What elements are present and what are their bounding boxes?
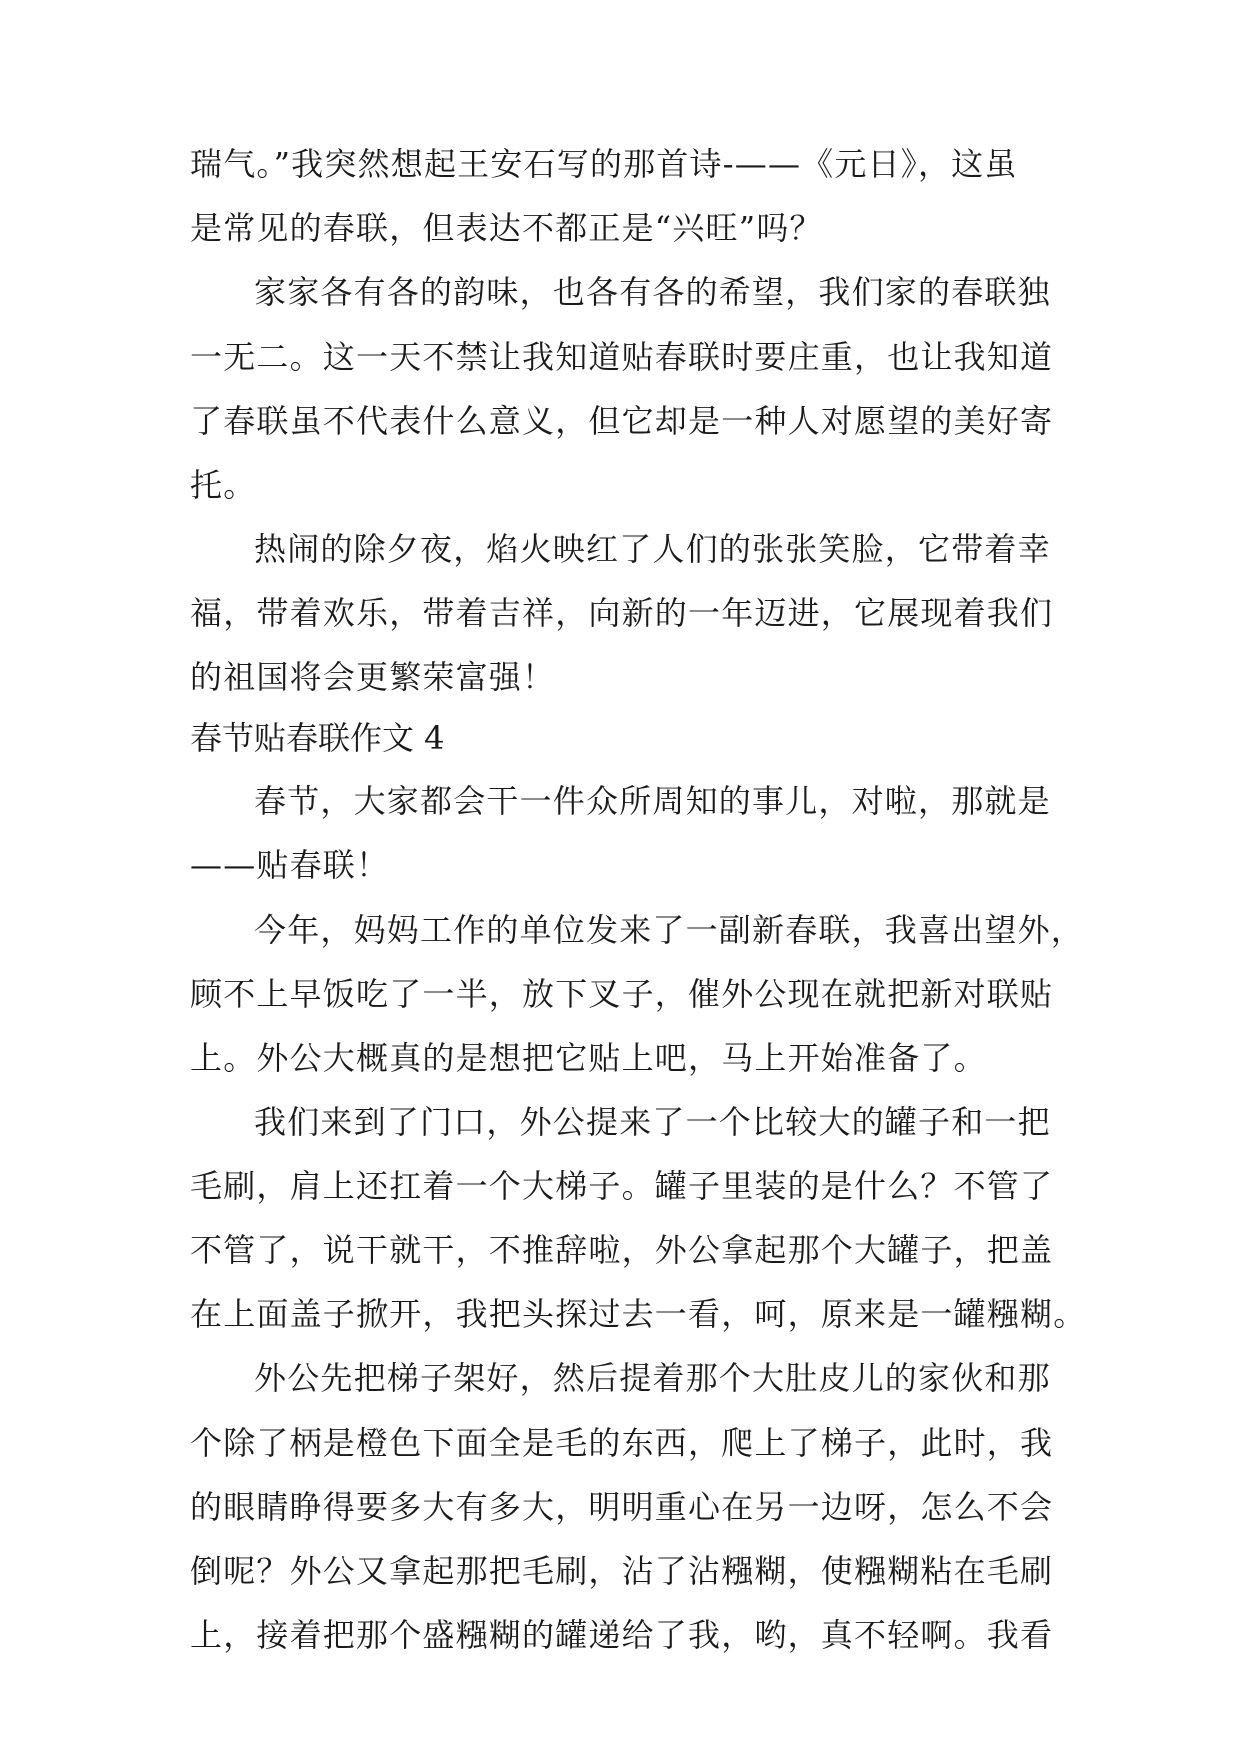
section-heading: 春节贴春联作文 4	[190, 719, 445, 757]
text-line: 瑞气。”我突然想起王安石写的那首诗-——《元日》，这虽	[190, 145, 1018, 183]
text-line: 一无二。这一天不禁让我知道贴春联时要庄重，也让我知道	[190, 338, 1054, 376]
text-line: 的眼睛睁得要多大有多大，明明重心在另一边呀，怎么不会	[190, 1488, 1054, 1526]
text-line: 不管了，说干就干，不推辞啦，外公拿起那个大罐子，把盖	[190, 1231, 1054, 1269]
text-line: 了春联虽不代表什么意义，但它却是一种人对愿望的美好寄	[190, 402, 1054, 440]
text-line: 顾不上早饭吃了一半，放下叉子，催外公现在就把新对联贴	[190, 975, 1054, 1013]
text-line: 倒呢？外公又拿起那把毛刷，沾了沾糨糊，使糨糊粘在毛刷	[190, 1552, 1054, 1590]
text-line: 上。外公大概真的是想把它贴上吧，马上开始准备了。	[190, 1039, 987, 1077]
text-line: ——贴春联！	[190, 846, 390, 884]
text-line: 上，接着把那个盛糨糊的罐递给了我，哟，真不轻啊。我看	[190, 1616, 1054, 1654]
paragraph-start: 家家各有各的韵味，也各有各的希望，我们家的春联独	[254, 273, 1051, 311]
text-line: 福，带着欢乐，带着吉祥，向新的一年迈进，它展现着我们	[190, 594, 1054, 632]
text-line: 毛刷，肩上还扛着一个大梯子。罐子里装的是什么？不管了	[190, 1167, 1054, 1205]
paragraph-start: 今年，妈妈工作的单位发来了一副新春联，我喜出望外，	[254, 911, 1085, 949]
text-line: 是常见的春联，但表达不都正是“兴旺”吗？	[190, 209, 823, 247]
text-line: 托。	[190, 466, 257, 504]
paragraph-start: 春节，大家都会干一件众所周知的事儿，对啦，那就是	[254, 782, 1051, 820]
paragraph-start: 热闹的除夕夜，焰火映红了人们的张张笑脸，它带着幸	[254, 530, 1051, 568]
text-line: 个除了柄是橙色下面全是毛的东西，爬上了梯子，此时，我	[190, 1424, 1054, 1462]
paragraph-start: 我们来到了门口，外公提来了一个比较大的罐子和一把	[254, 1103, 1051, 1141]
text-line: 在上面盖子掀开，我把头探过去一看，呵，原来是一罐糨糊。	[190, 1295, 1087, 1333]
paragraph-start: 外公先把梯子架好，然后提着那个大肚皮儿的家伙和那	[254, 1359, 1051, 1397]
text-line: 的祖国将会更繁荣富强！	[190, 658, 556, 696]
